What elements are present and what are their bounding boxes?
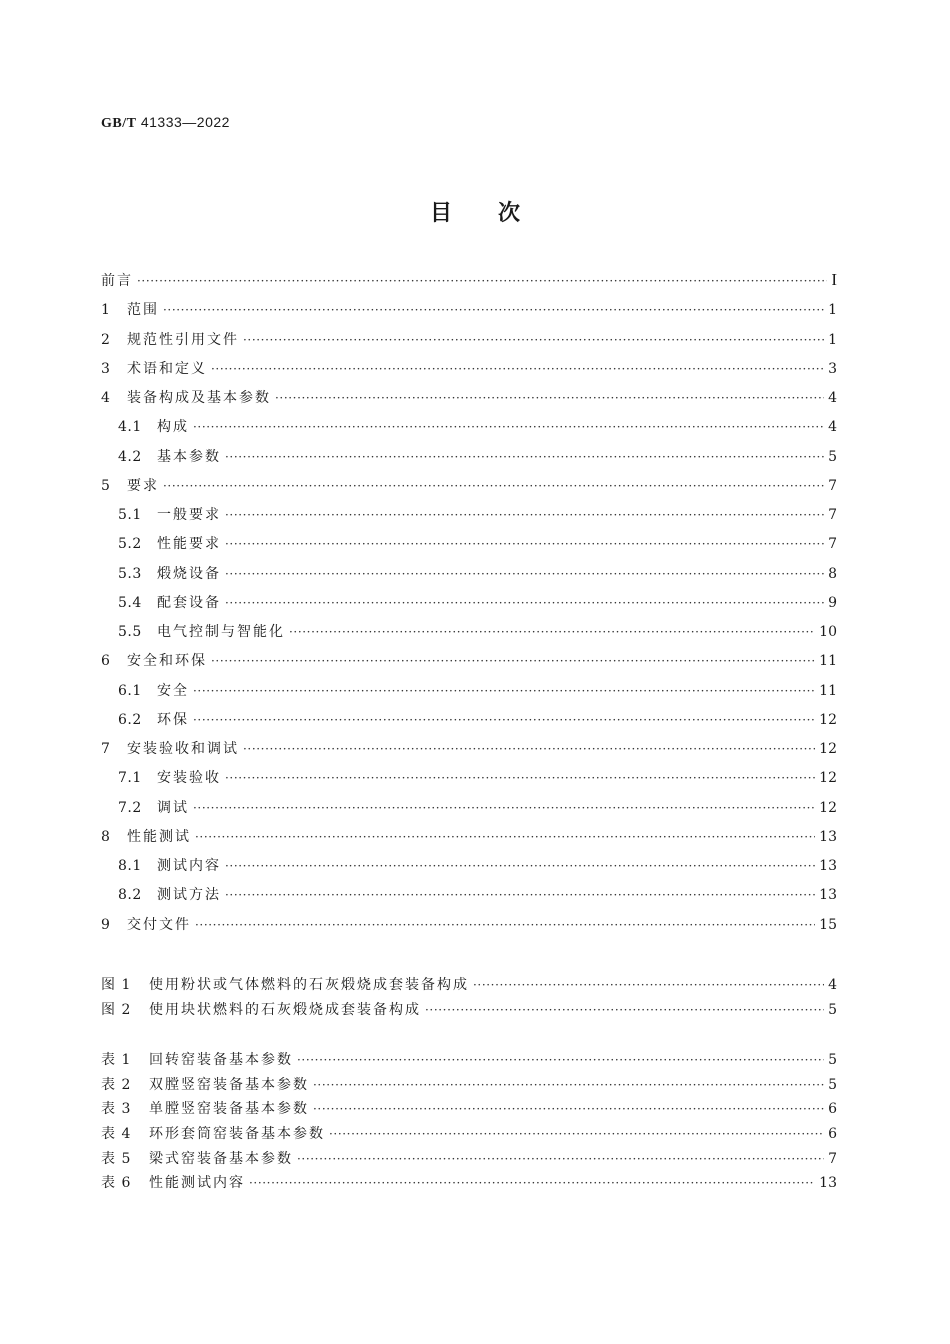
toc-entry-number: 6 — [101, 653, 111, 670]
toc-entry-number: 6.1 — [118, 682, 142, 699]
dot-leader — [249, 1176, 815, 1190]
figure-entry-label: 使用块状燃料的石灰煅烧成套装备构成 — [149, 1001, 421, 1018]
toc-entry-number: 5.5 — [118, 624, 142, 640]
dot-leader — [195, 830, 815, 844]
toc-entry[interactable] — [101, 358, 837, 387]
toc-entry-page: 7 — [828, 507, 837, 523]
toc-entry-label: 安装验收和调试 — [127, 741, 239, 757]
table-entry-label: 双膛竖窑装备基本参数 — [149, 1076, 309, 1093]
toc-entry-number: 4 — [101, 390, 111, 406]
toc-entry[interactable] — [101, 855, 837, 884]
dot-leader — [225, 596, 824, 610]
table-entry-page: 5 — [828, 1076, 837, 1093]
toc-entry[interactable] — [101, 592, 837, 621]
table-entry-number: 表 1 — [101, 1052, 132, 1068]
dot-leader — [313, 1102, 824, 1116]
toc-entry[interactable] — [101, 299, 837, 328]
table-entry-label: 单膛竖窑装备基本参数 — [149, 1101, 309, 1118]
toc-entry-label: 术语和定义 — [127, 360, 207, 377]
toc-entry[interactable] — [101, 738, 837, 767]
standard-prefix: GB/T — [101, 116, 137, 131]
dot-leader — [225, 567, 824, 581]
table-entry[interactable] — [101, 1172, 837, 1197]
standard-number: 41333—2022 — [140, 114, 230, 130]
toc-entry-label: 一般要求 — [157, 507, 221, 523]
table-of-contents — [101, 270, 837, 943]
dot-leader — [211, 654, 815, 668]
toc-entry-number: 7.2 — [118, 799, 142, 816]
toc-entry-number: 8 — [101, 828, 111, 845]
toc-entry[interactable] — [101, 709, 837, 738]
toc-entry-page: 12 — [819, 741, 837, 757]
dot-leader — [163, 479, 824, 493]
toc-entry-number: 9 — [101, 916, 111, 933]
dot-leader — [193, 420, 824, 434]
dot-leader — [137, 274, 827, 288]
table-entry-page: 7 — [828, 1150, 837, 1167]
table-entry[interactable] — [101, 1074, 837, 1099]
table-entry[interactable] — [101, 1148, 837, 1173]
toc-entry-number: 8.1 — [118, 858, 142, 874]
table-entry-label: 回转窑装备基本参数 — [149, 1052, 293, 1068]
toc-entry-label: 煅烧设备 — [157, 565, 221, 582]
table-entry-label: 梁式窑装备基本参数 — [149, 1150, 293, 1167]
toc-entry-page: 15 — [819, 916, 837, 933]
toc-entry-number: 2 — [101, 331, 111, 348]
table-entry-page: 6 — [828, 1101, 837, 1118]
standard-code — [101, 114, 230, 132]
table-entry-number: 表 3 — [101, 1101, 132, 1118]
toc-entry-page: 1 — [828, 302, 837, 319]
toc-entry-label: 环保 — [157, 711, 189, 728]
toc-entry-page: 1 — [828, 331, 837, 348]
table-entry[interactable] — [101, 1098, 837, 1123]
dot-leader — [211, 362, 824, 376]
dot-leader — [225, 450, 824, 464]
toc-entry-label: 要求 — [127, 477, 159, 494]
toc-entry-label: 安装验收 — [157, 770, 221, 787]
figure-entry-page: 5 — [828, 1001, 837, 1018]
figure-entry-page: 4 — [828, 977, 837, 993]
dot-leader — [313, 1078, 824, 1092]
table-entry-number: 表 5 — [101, 1150, 132, 1167]
toc-entry-label: 装备构成及基本参数 — [127, 390, 271, 406]
toc-entry-page: 13 — [819, 887, 837, 904]
toc-entry-page: 4 — [828, 419, 837, 436]
dot-leader — [225, 508, 824, 522]
toc-entry[interactable] — [101, 416, 837, 445]
figure-entry-label: 使用粉状或气体燃料的石灰煅烧成套装备构成 — [149, 977, 469, 993]
figure-entry[interactable] — [101, 999, 837, 1024]
toc-entry-number: 6.2 — [118, 711, 142, 728]
table-entry-number: 表 4 — [101, 1126, 132, 1143]
toc-entry[interactable] — [101, 826, 837, 855]
toc-entry-page: 8 — [828, 565, 837, 582]
list-of-tables — [101, 1049, 837, 1197]
toc-entry-number: 4.2 — [118, 448, 142, 465]
toc-entry[interactable] — [101, 329, 837, 358]
toc-entry-label: 调试 — [157, 799, 189, 816]
toc-entry-label: 规范性引用文件 — [127, 331, 239, 348]
figure-entry[interactable] — [101, 974, 837, 999]
table-entry-number: 表 2 — [101, 1076, 132, 1093]
toc-entry-label: 测试内容 — [157, 858, 221, 874]
toc-entry-page: 5 — [828, 448, 837, 465]
toc-entry[interactable] — [101, 797, 837, 826]
toc-entry-label: 构成 — [157, 419, 189, 436]
table-entry-number: 表 6 — [101, 1175, 132, 1192]
toc-entry[interactable] — [101, 767, 837, 796]
toc-entry[interactable] — [101, 446, 837, 475]
table-entry[interactable] — [101, 1123, 837, 1148]
dot-leader — [193, 684, 815, 698]
toc-entry-number: 7.1 — [118, 770, 142, 787]
toc-entry[interactable] — [101, 914, 837, 943]
dot-leader — [289, 625, 815, 639]
toc-entry-number: 5 — [101, 477, 111, 494]
table-entry-label: 环形套筒窑装备基本参数 — [149, 1126, 325, 1143]
toc-entry-label: 性能要求 — [157, 536, 221, 553]
table-entry-page: 13 — [819, 1175, 837, 1192]
table-entry-page: 5 — [828, 1052, 837, 1068]
toc-entry[interactable] — [101, 387, 837, 416]
toc-entry[interactable] — [101, 650, 837, 679]
toc-entry-page: 4 — [828, 390, 837, 406]
table-entry-label: 性能测试内容 — [149, 1175, 245, 1192]
toc-entry-number: 5.2 — [118, 536, 142, 553]
dot-leader — [193, 713, 815, 727]
toc-entry-label: 测试方法 — [157, 887, 221, 904]
toc-entry[interactable] — [101, 884, 837, 913]
toc-entry-page: 7 — [828, 477, 837, 494]
page-title: 目次 — [429, 201, 566, 226]
toc-entry-number: 5.1 — [118, 507, 142, 523]
dot-leader — [225, 859, 815, 873]
toc-entry-page: I — [831, 270, 837, 289]
toc-entry[interactable] — [101, 270, 837, 299]
dot-leader — [473, 978, 824, 992]
toc-entry[interactable] — [101, 621, 837, 650]
toc-entry-page: 13 — [819, 828, 837, 845]
toc-entry-label: 安全和环保 — [127, 653, 207, 670]
dot-leader — [243, 333, 824, 347]
dot-leader — [425, 1003, 824, 1017]
toc-entry-page: 12 — [819, 711, 837, 728]
toc-entry-number: 3 — [101, 360, 111, 377]
toc-entry-page: 10 — [819, 624, 837, 640]
dot-leader — [225, 537, 824, 551]
toc-entry-page: 13 — [819, 858, 837, 874]
toc-entry-label: 范围 — [127, 302, 159, 319]
toc-entry-page: 12 — [819, 799, 837, 816]
toc-entry-number: 5.4 — [118, 594, 142, 611]
toc-entry-label: 电气控制与智能化 — [157, 624, 285, 640]
toc-entry[interactable] — [101, 533, 837, 562]
toc-entry-number: 5.3 — [118, 565, 142, 582]
dot-leader — [193, 801, 815, 815]
toc-entry-number: 4.1 — [118, 419, 142, 436]
toc-entry-number: 8.2 — [118, 887, 142, 904]
dot-leader — [225, 771, 815, 785]
dot-leader — [329, 1127, 824, 1141]
figure-entry-number: 图 1 — [101, 977, 132, 993]
dot-leader — [297, 1053, 824, 1067]
toc-entry-page: 12 — [819, 770, 837, 787]
dot-leader — [243, 742, 815, 756]
toc-entry-page: 11 — [819, 653, 837, 670]
toc-entry-number: 7 — [101, 741, 111, 757]
toc-entry-label: 交付文件 — [127, 916, 191, 933]
toc-entry-label: 基本参数 — [157, 448, 221, 465]
dot-leader — [163, 303, 824, 317]
toc-entry-number: 1 — [101, 302, 111, 319]
toc-entry[interactable] — [101, 504, 837, 533]
toc-entry-label: 性能测试 — [127, 828, 191, 845]
figure-entry-number: 图 2 — [101, 1001, 132, 1018]
table-entry[interactable] — [101, 1049, 837, 1074]
toc-entry[interactable] — [101, 563, 837, 592]
dot-leader — [225, 888, 815, 902]
toc-entry-page: 3 — [828, 360, 837, 377]
table-entry-page: 6 — [828, 1126, 837, 1143]
toc-entry-label: 安全 — [157, 682, 189, 699]
toc-entry-page: 7 — [828, 536, 837, 553]
list-of-figures — [101, 974, 837, 1023]
toc-entry[interactable] — [101, 475, 837, 504]
toc-entry-label: 配套设备 — [157, 594, 221, 611]
toc-entry-label: 前言 — [101, 273, 133, 289]
dot-leader — [195, 918, 815, 932]
dot-leader — [275, 391, 824, 405]
toc-entry-page: 9 — [828, 594, 837, 611]
toc-entry-page: 11 — [819, 682, 837, 699]
toc-entry[interactable] — [101, 680, 837, 709]
dot-leader — [297, 1152, 824, 1166]
